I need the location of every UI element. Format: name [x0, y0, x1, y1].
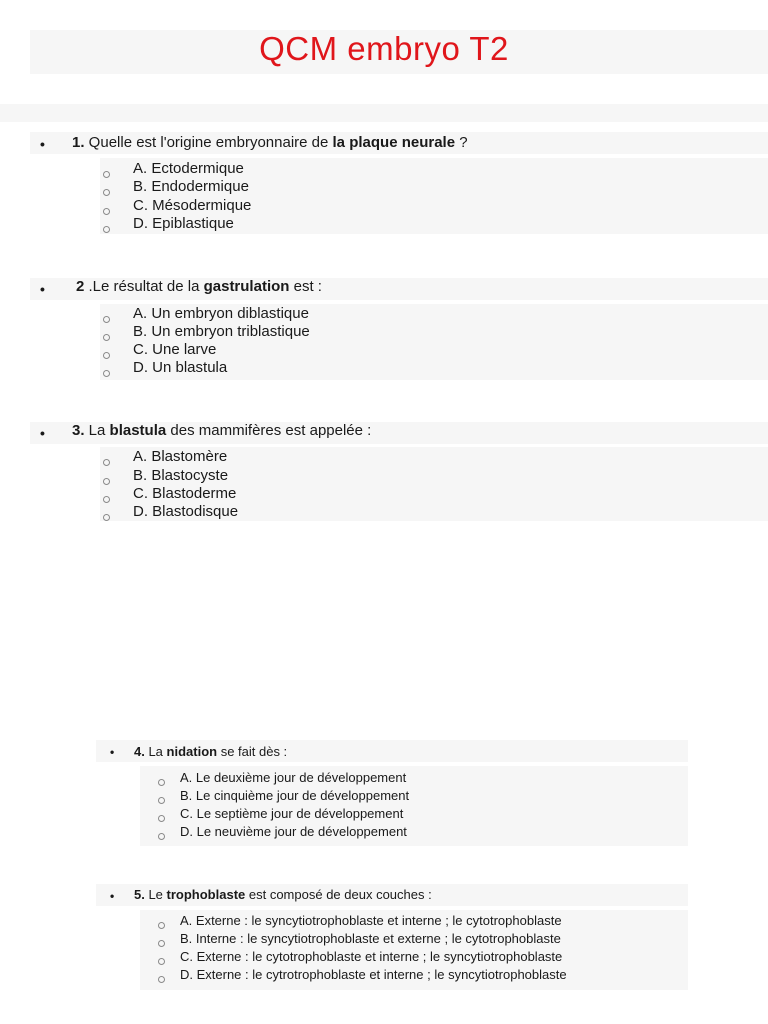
- question-post: se fait dès :: [217, 744, 288, 759]
- circle-bullet-icon: [158, 976, 165, 983]
- option-a: A. Le deuxième jour de développement: [180, 770, 407, 785]
- option-a: A. Blastomère: [133, 448, 228, 465]
- circle-bullet-icon: [103, 334, 110, 341]
- circle-bullet-icon: [103, 514, 110, 521]
- circle-bullet-icon: [103, 316, 110, 323]
- option-b: B. Le cinquième jour de développement: [180, 788, 410, 803]
- scan-band: [0, 104, 768, 122]
- option-c: C. Blastoderme: [133, 485, 237, 502]
- option-b: B. Un embryon triblastique: [133, 323, 310, 340]
- question-number: 2: [76, 278, 85, 295]
- option-d: D. Externe : le cytrotrophoblaste et interne ; le syncytiotrophoblaste: [180, 967, 567, 982]
- question-keyword: gastrulation: [203, 278, 290, 295]
- question-post: des mammifères est appelée :: [166, 422, 372, 439]
- circle-bullet-icon: [103, 189, 110, 196]
- circle-bullet-icon: [158, 958, 165, 965]
- option-d: D. Blastodisque: [133, 503, 239, 520]
- question-number: 5.: [134, 887, 145, 902]
- option-d: D. Epiblastique: [133, 215, 234, 232]
- bullet-icon: •: [110, 745, 115, 759]
- bullet-icon: •: [40, 425, 45, 441]
- circle-bullet-icon: [103, 352, 110, 359]
- question-keyword: nidation: [166, 744, 218, 759]
- question-pre: Quelle est l'origine embryonnaire de: [84, 134, 333, 151]
- circle-bullet-icon: [103, 496, 110, 503]
- question-keyword: blastula: [109, 422, 167, 439]
- question-text: [76, 278, 322, 295]
- option-b: B. Interne : le syncytiotrophoblaste et externe ; le cytotrophoblaste: [180, 931, 561, 946]
- circle-bullet-icon: [103, 478, 110, 485]
- circle-bullet-icon: [103, 226, 110, 233]
- option-c: C. Externe : le cytotrophoblaste et interne ; le syncytiotrophoblaste: [180, 949, 563, 964]
- question-number: 1.: [72, 134, 85, 151]
- option-c: C. Le septième jour de développement: [180, 806, 404, 821]
- option-b: B. Blastocyste: [133, 467, 229, 484]
- circle-bullet-icon: [103, 208, 110, 215]
- option-d: D. Le neuvième jour de développement: [180, 824, 407, 839]
- question-pre: La: [84, 422, 110, 439]
- bullet-icon: •: [110, 889, 115, 903]
- question-post: est :: [289, 278, 322, 295]
- question-text: [72, 134, 468, 151]
- question-pre: .Le résultat de la: [84, 278, 204, 295]
- circle-bullet-icon: [103, 171, 110, 178]
- option-b: B. Endodermique: [133, 178, 249, 195]
- bullet-icon: •: [40, 281, 45, 297]
- option-a: A. Un embryon diblastique: [133, 305, 309, 322]
- circle-bullet-icon: [158, 940, 165, 947]
- circle-bullet-icon: [158, 922, 165, 929]
- question-number: 3.: [72, 422, 85, 439]
- circle-bullet-icon: [158, 797, 165, 804]
- question-post: est composé de deux couches :: [245, 887, 432, 902]
- circle-bullet-icon: [158, 779, 165, 786]
- question-text: [134, 887, 432, 902]
- question-text: [72, 422, 371, 439]
- circle-bullet-icon: [158, 815, 165, 822]
- option-c: C. Une larve: [133, 341, 217, 358]
- question-text: [134, 744, 287, 759]
- option-d: D. Un blastula: [133, 359, 228, 376]
- question-number: 4.: [134, 744, 145, 759]
- page-title: QCM embryo T2: [259, 30, 509, 67]
- circle-bullet-icon: [158, 833, 165, 840]
- bullet-icon: •: [40, 136, 45, 152]
- circle-bullet-icon: [103, 459, 110, 466]
- circle-bullet-icon: [103, 370, 110, 377]
- option-c: C. Mésodermique: [133, 197, 252, 214]
- option-a: A. Externe : le syncytiotrophoblaste et interne ; le cytotrophoblaste: [180, 913, 562, 928]
- option-a: A. Ectodermique: [133, 160, 244, 177]
- question-post: ?: [455, 134, 468, 151]
- question-keyword: la plaque neurale: [332, 134, 456, 151]
- question-pre: Le: [144, 887, 167, 902]
- question-keyword: trophoblaste: [166, 887, 246, 902]
- question-pre: La: [144, 744, 167, 759]
